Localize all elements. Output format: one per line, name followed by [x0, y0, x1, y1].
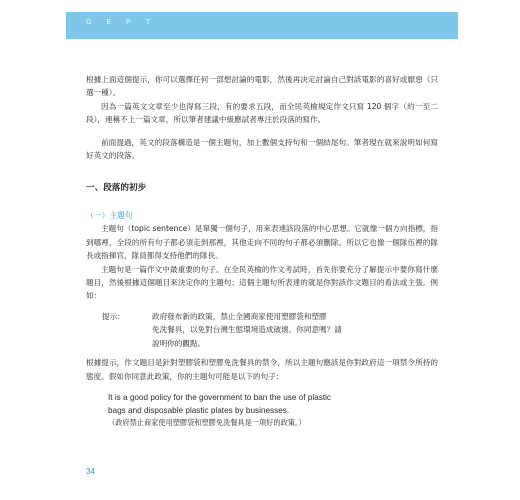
section-title: 一、段落的初步: [86, 183, 147, 194]
example-line: It is a good policy for the government to ban the use of plastic: [108, 392, 332, 402]
prompt-line: 政府發布新的政策，禁止全國商家使用塑膠袋和塑膠: [152, 311, 327, 321]
example-line: bags and disposable plastic plates by businesses.: [108, 405, 290, 415]
page-number: 34: [86, 467, 95, 476]
paragraph: 前面提過，英文的段落構造是一個主題句，加上數個支持句和一個結尾句。筆者現在就來說明如何寫好英文的段落。: [86, 137, 438, 161]
subsection-title: （一）主題句: [86, 211, 133, 221]
paragraph: 根據上面這個提示，你可以選擇任何一部想討論的電影，然後再決定討論自己對該電影的喜好或厭惡（只選一種）。: [86, 75, 438, 98]
example-translation: （政府禁止商家使用塑膠袋和塑膠免洗餐具是一項好的政策。）: [108, 417, 306, 427]
prompt-label: 提示：: [102, 311, 125, 321]
paragraph: 因為一篇英文文章至少也得寫三段，有的要求五段，而全民英檢規定作文只寫 120 個字（約一至二段），連稱不上一篇文章，所以筆者建議中級應試者專注於段落的寫作。: [86, 101, 438, 125]
paragraph: 根據提示，作文題目是針對塑膠袋和塑膠免洗餐具的禁令，所以主題句應該是你對政府這一項禁令所持的態度。假如你同意此政策，你的主題句可能是以下的句子：: [86, 358, 438, 381]
prompt-line: 說明你的觀點。: [152, 338, 206, 348]
prompt-text: [152, 310, 438, 350]
paragraph: 主題句是一篇作文中最重要的句子。在全民英檢的作文考試時，首先你要充分了解提示中要你寫什麼題目，然後根據這個題目來決定你的主題句；這個主題句所表達的就是你對該作文題目的看法或主張。例如：: [86, 264, 438, 301]
paragraph: 主題句（topic sentence）是單獨一個句子，用來表達該段落的中心思想。它就像一個方向指標，指到哪裡，全段的所有句子都必須走到那裡，其他走向不同的句子都必須刪除。所以它也像一個隊伍裡的隊長或指揮官，隊員都得支持他們的隊長。: [86, 224, 438, 261]
example-sentence: [86, 391, 438, 429]
prompt-block: [86, 310, 438, 350]
page-content: [86, 73, 438, 429]
prompt-line: 免洗餐具，以免對台灣生態環境造成破壞。你同意嗎？請: [152, 325, 342, 335]
header-band: [66, 12, 458, 39]
gept-logo: GEPT: [86, 19, 166, 26]
